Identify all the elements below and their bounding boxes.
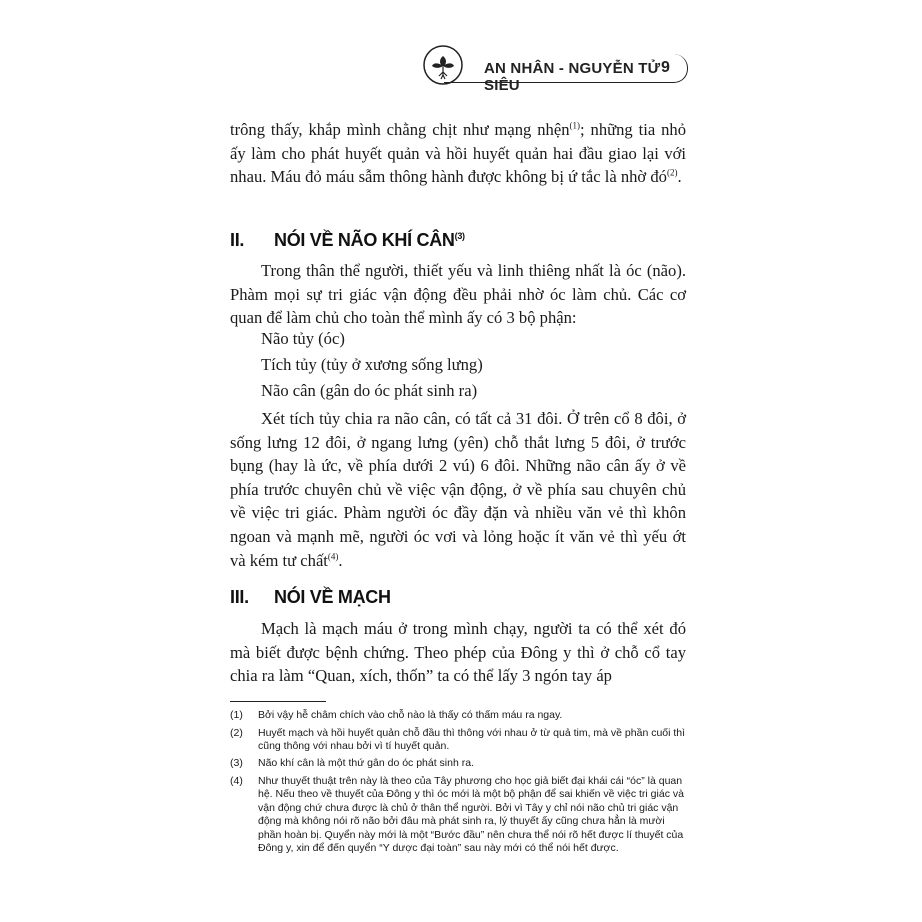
footnote-ref: (3)	[454, 231, 465, 241]
page-number: 9	[661, 59, 670, 76]
footnote-number: (2)	[230, 727, 243, 739]
footnote-text: Não khí cân là một thứ gân do óc phát sinh ra.	[258, 757, 474, 769]
list-item: Não cân (gân do óc phát sinh ra)	[261, 381, 478, 400]
footnote-number: (4)	[230, 775, 243, 787]
footnote-text: Bởi vậy hễ châm chích vào chỗ nào là thấy có thấm máu ra ngay.	[258, 709, 563, 721]
section2-paragraph: Trong thân thể người, thiết yếu và linh thiêng nhất là óc (não). Phàm mọi sự tri giác vận động đều phải nhờ óc làm chủ. Các cơ quan để làm chủ cho toàn thể mình ấy có 3 bộ phận:	[230, 261, 686, 328]
header-title: AN NHÂN - NGUYỄN TỬ SIÊU	[484, 60, 661, 94]
footnote	[230, 727, 686, 754]
footnote-divider	[230, 701, 326, 702]
footnote	[230, 709, 686, 722]
section2-paragraph: Xét tích tủy chia ra não cân, có tất cả 31 đôi. Ở trên cổ 8 đôi, ở sống lưng 12 đôi, ở ngang lưng (yên) chỗ thắt lưng 5 đôi, ở trước bụng (hay là ức, về phía dưới 2 vú) 6 đôi. Những não cân ấy ở về phía trước chuyên chủ về việc vận động, ở về phía sau chuyên chủ về việc tri giác. Phàm người óc đầy đặn và nhiều văn vẻ thì khôn ngoan và mạnh mẽ, người óc vơi và lỏng hoặc ít văn vẻ thì yếu ớt và kém tư chất$^{(4)}$.	[230, 409, 686, 570]
section-heading: II. NÓI VỀ NÃO KHÍ CÂN$^{(3)}$	[230, 230, 465, 250]
section-heading: III. NÓI VỀ MẠCH	[230, 587, 391, 607]
footnote	[230, 775, 686, 855]
list-item: Tích tủy (tủy ở xương sống lưng)	[261, 355, 483, 374]
footnote-text: Như thuyết thuật trên này là theo của Tây phương cho học giả biết đại khái cái “óc” là quan hệ. Nếu theo về thuyết của Đông y thì óc mới là một bộ phận để sai khiến về việc tri giác và vận động chứ chưa được là chủ ở thân thể người. Bởi vì Tây y chỉ nói não chủ tri giác vận động mà không nói rõ não bởi đâu mà phát sinh ra, lý thuyết ấy cũng chưa hẳn là mười phần hoàn bị. Quyển này mới là một “Bước đầu” nên chưa thể nói rõ hết được lí thuyết của Đông y, xin để đến quyển “Y dược đại toàn” sau này mới có thể nói hết được.	[258, 775, 684, 855]
footnote-ref: (4)	[327, 551, 339, 562]
list-item: Não tủy (óc)	[261, 329, 345, 348]
footnote-number: (1)	[230, 709, 243, 721]
intro-paragraph: trông thấy, khắp mình chằng chịt như mạng nhện$^{(1)}$; những tia nhỏ ấy làm cho phát huyết quản và hồi huyết quản hai đầu giao lại với nhau. Máu đỏ máu sẫm thông hành được không bị ứ tắc là nhờ $đó^{(2)}$.	[230, 120, 687, 187]
section3-paragraph: Mạch là mạch máu ở trong mình chạy, người ta có thể xét đó mà biết được bệnh chứng. Theo phép của Đông y thì ở chỗ cổ tay chia ra làm “Quan, xích, thốn” ta có thể lấy 3 ngón tay áp	[230, 619, 686, 686]
footnote	[230, 757, 686, 770]
footnote-number: (3)	[230, 757, 243, 769]
footnote-ref: (1)	[569, 120, 581, 131]
footnote-ref: (2)	[666, 167, 678, 178]
running-header	[422, 44, 687, 94]
footnote-text: Huyết mạch và hồi huyết quản chỗ đầu thì thông với nhau ở từ quả tim, mà về phần cuối thì cũng thông với nhau bởi vì tí huyết quản.	[258, 727, 686, 753]
